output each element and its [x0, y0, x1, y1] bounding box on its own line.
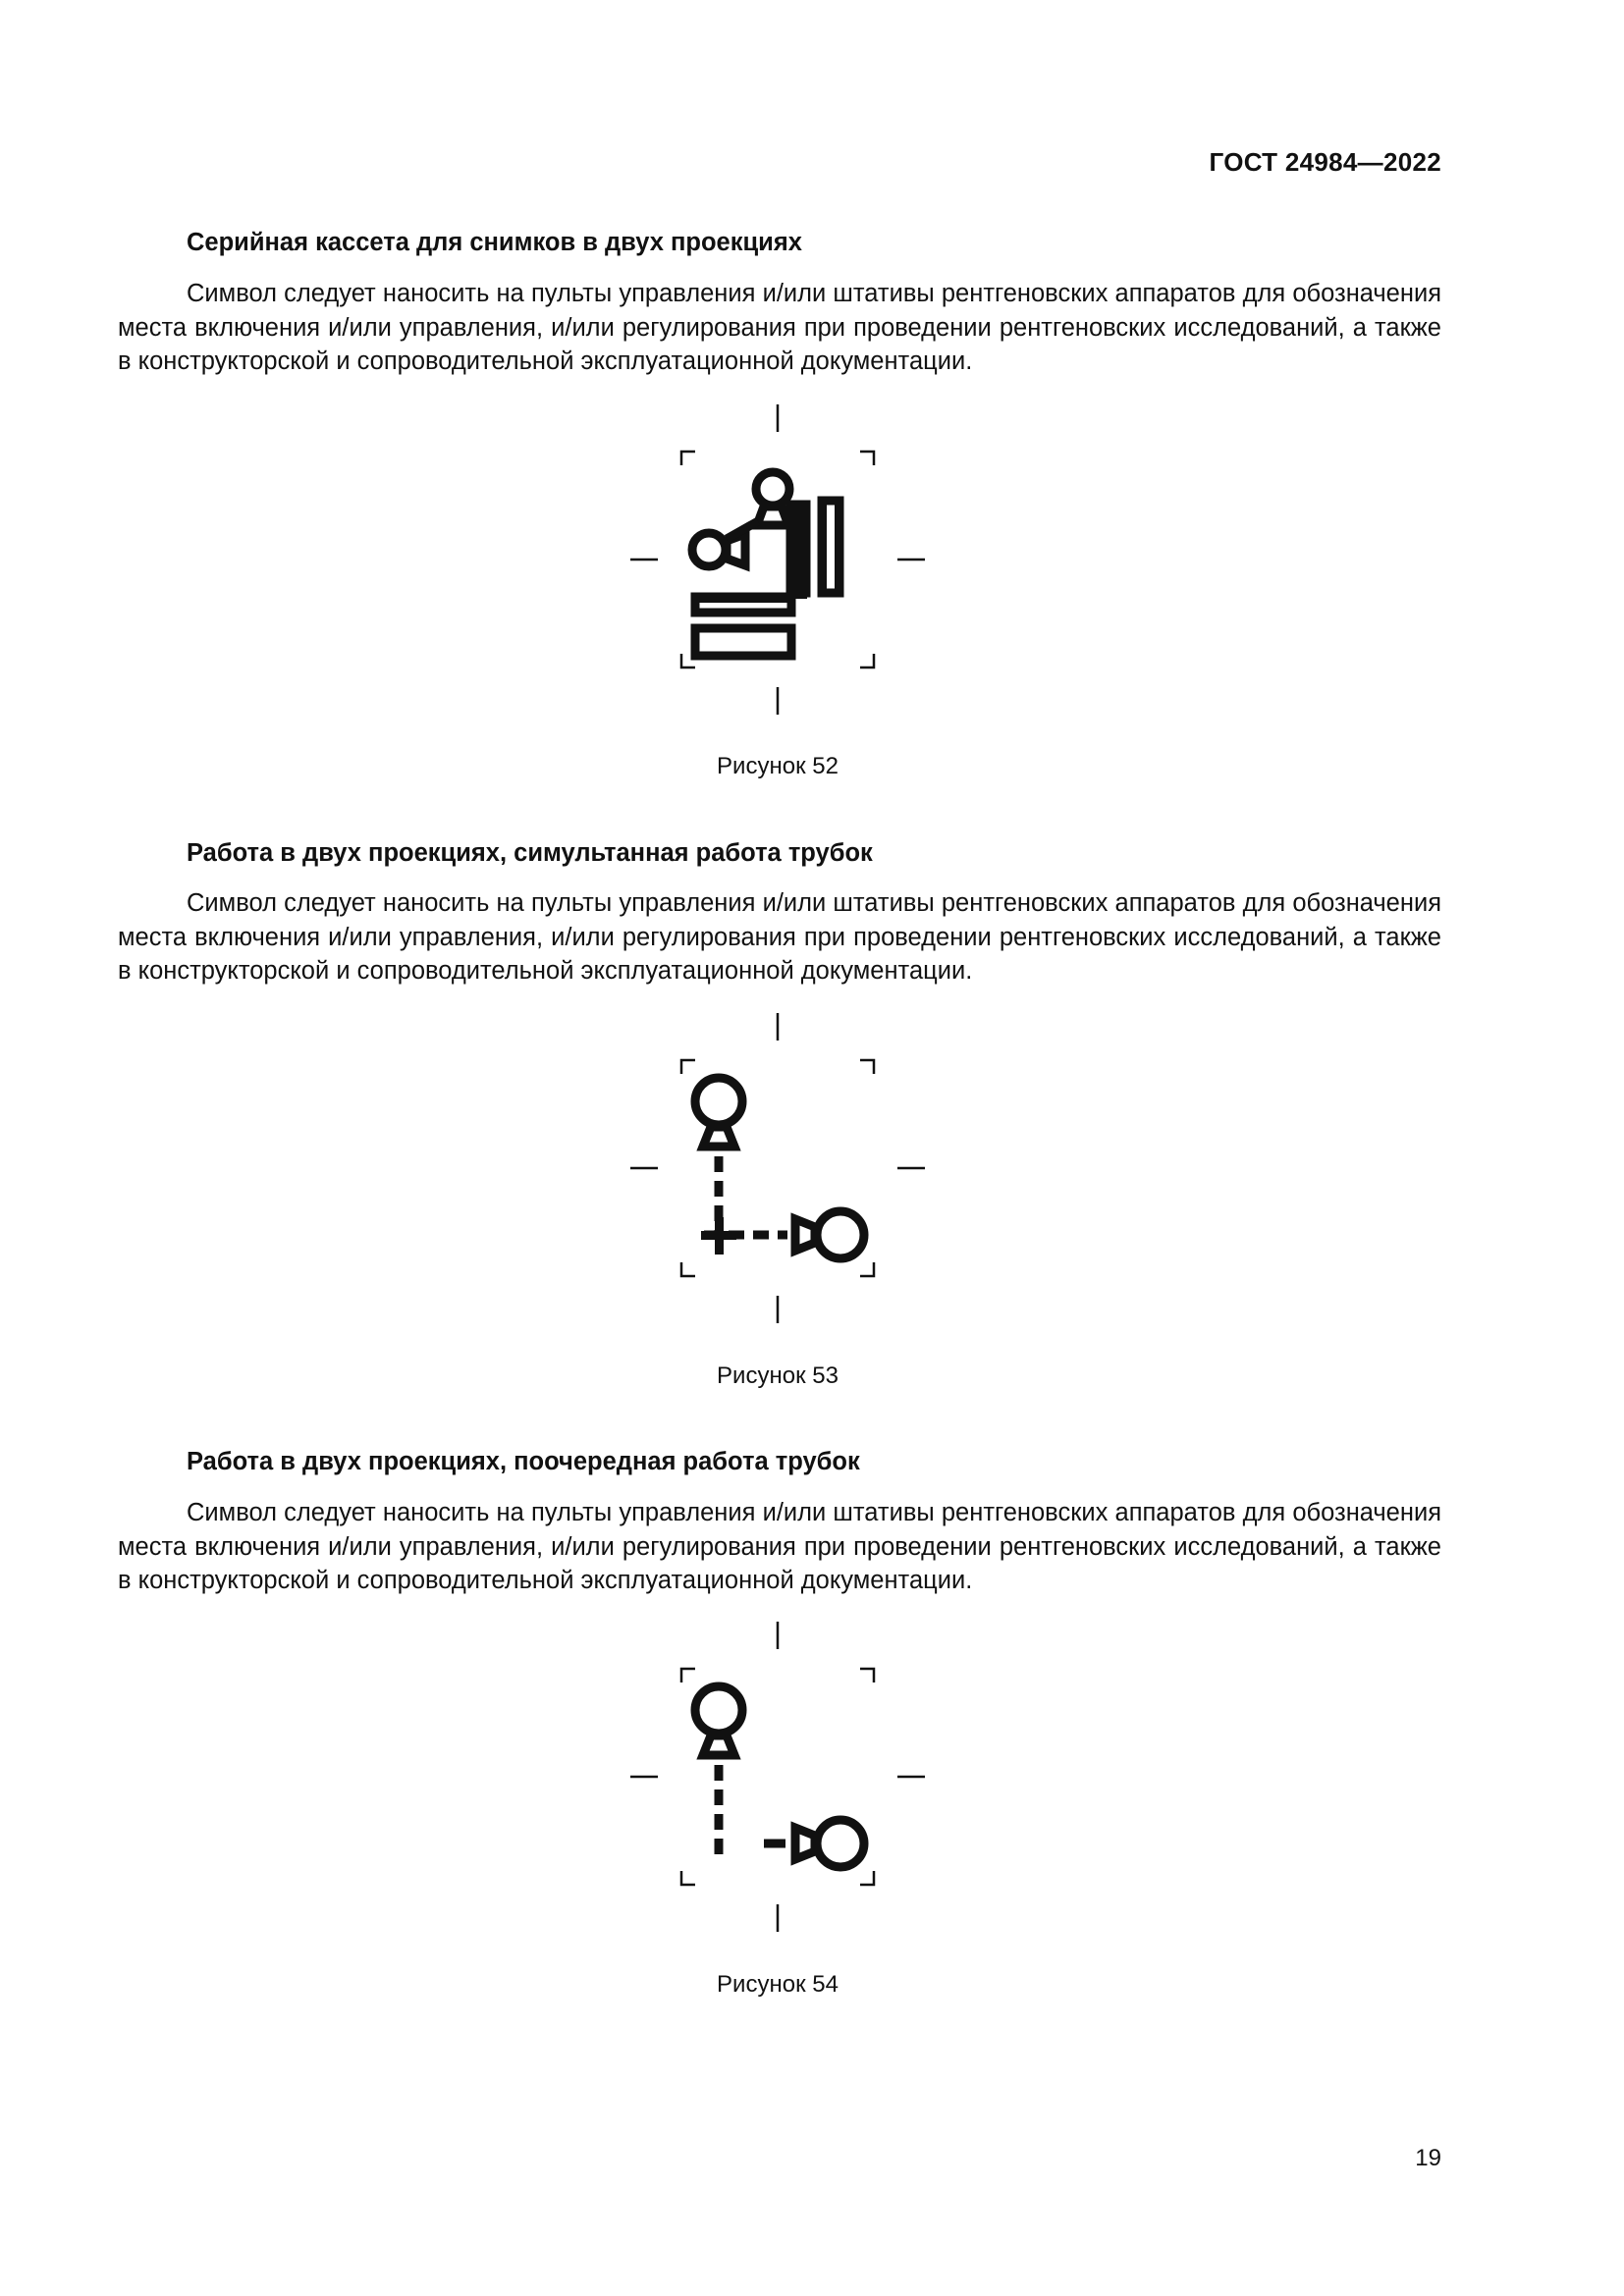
section-paragraph: Символ следует наносить на пульты управления и/или штативы рентгеновских аппаратов для обозначения места включения и/или управления, и/или регулирования при проведении рентгеновских исследований, а также в конструкторской и сопроводительной эксплуатационной документации.: [118, 1499, 1441, 1594]
two-projections-alternating-tubes-icon: [621, 1620, 935, 1934]
section-title: Работа в двух проекциях, поочередная работа трубок: [187, 1448, 860, 1475]
figure-53: [621, 1011, 935, 1325]
serial-cassette-two-projections-icon: [621, 402, 935, 717]
document-code: ГОСТ 24984—2022: [1209, 147, 1441, 177]
figure-54: [621, 1620, 935, 1934]
section-paragraph: Символ следует наносить на пульты управления и/или штативы рентгеновских аппаратов для обозначения места включения и/или управления, и/или регулирования при проведении рентгеновских исследований, а также в конструкторской и сопроводительной эксплуатационной документации.: [118, 280, 1441, 375]
figure-caption: Рисунок 52: [717, 753, 839, 779]
page-number: 19: [1415, 2145, 1441, 2171]
two-projections-simultaneous-tubes-icon: [621, 1011, 935, 1325]
figure-52: [621, 402, 935, 717]
figure-caption: Рисунок 53: [717, 1362, 839, 1389]
section-title: Серийная кассета для снимков в двух проекциях: [187, 229, 802, 256]
figure-caption: Рисунок 54: [717, 1971, 839, 1998]
section-title: Работа в двух проекциях, симультанная работа трубок: [187, 839, 873, 867]
section-paragraph: Символ следует наносить на пульты управления и/или штативы рентгеновских аппаратов для обозначения места включения и/или управления, и/или регулирования при проведении рентгеновских исследований, а также в конструкторской и сопроводительной эксплуатационной документации.: [118, 889, 1441, 985]
